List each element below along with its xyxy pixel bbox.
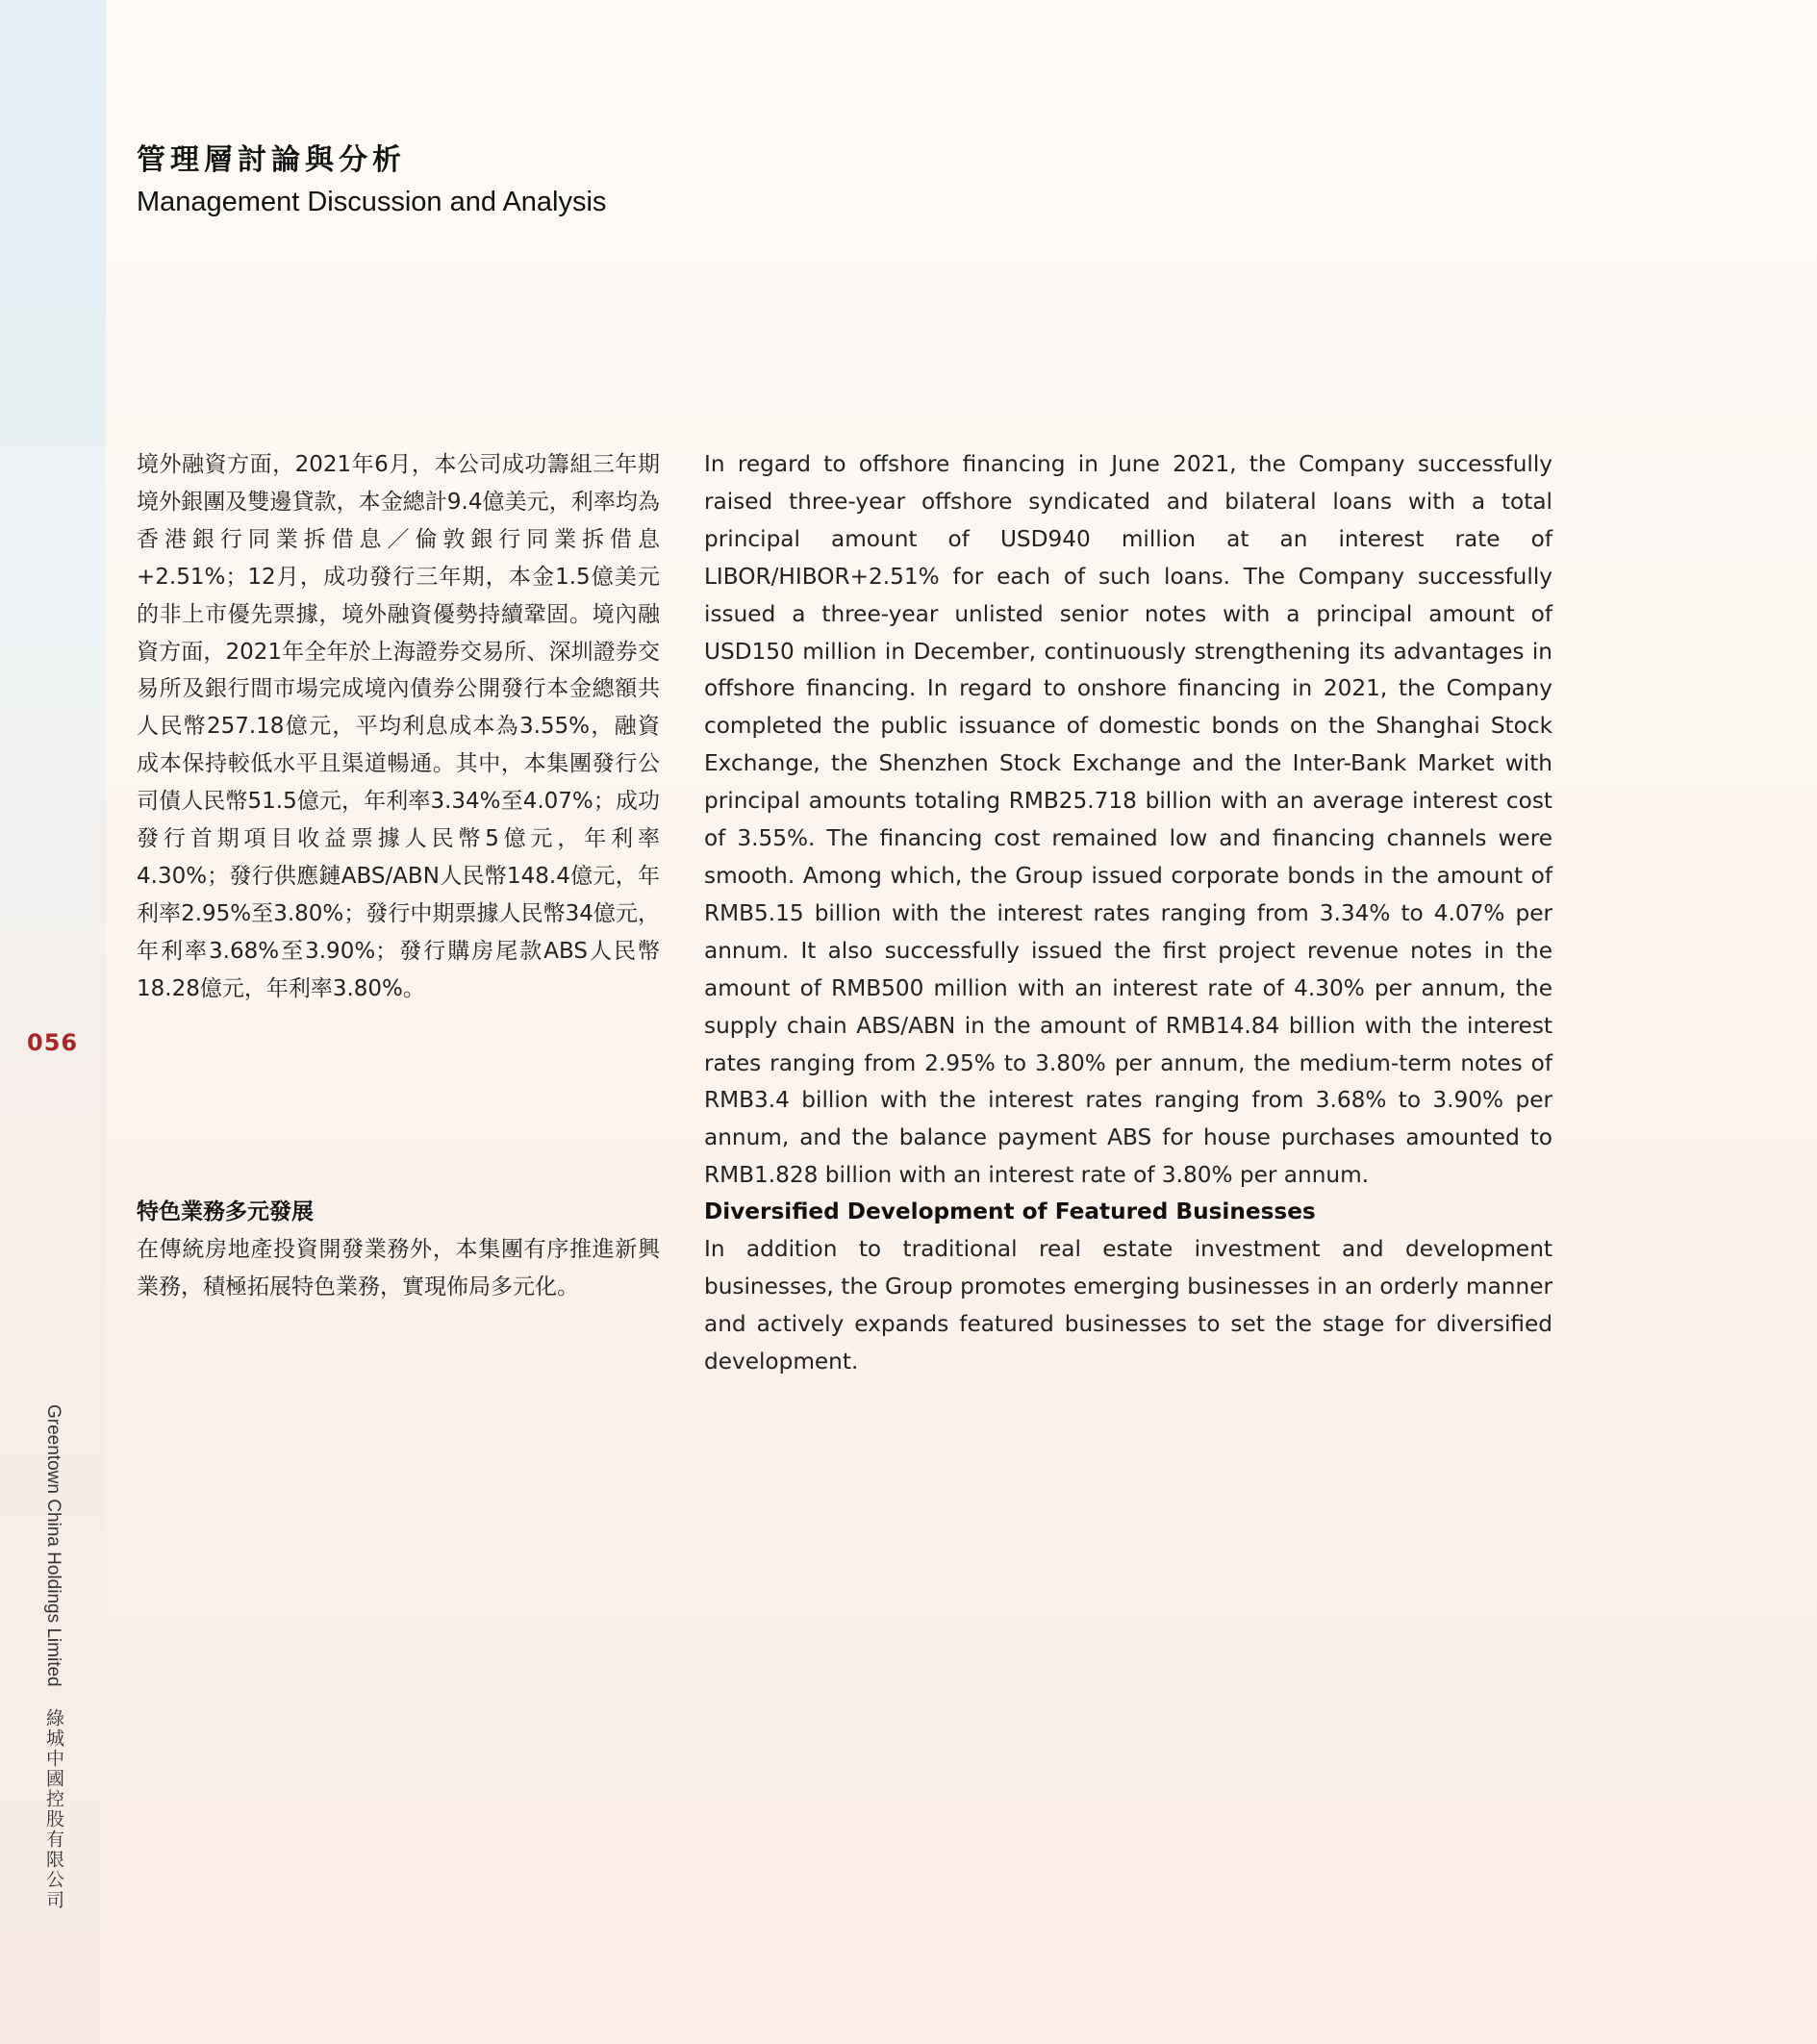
financing-paragraph-en: In regard to offshore financing in June 2021, the Company successfully raised three-year offshore syndicated and bilateral loans with a total principal amount of USD940 million at an interest rate of LIBOR/HIBOR+2.51% for each of such loans. The Company successfully issued a three-year unlisted senior notes with a principal amount of USD150 million in December, continuously strengthening its advantages in offshore financing. In regard to onshore financing in 2021, the Company completed the public issuance of domestic bonds on the Shanghai Stock Exchange, the Shenzhen Stock Exchange and the Inter-Bank Market with principal amounts totaling RMB25.718 billion with an average interest cost of 3.55%. The financing cost remained low and financing channels were smooth. Among which, the Group issued corporate bonds in the amount of RMB5.15 billion with the interest rates ranging from 3.34% to 4.07% per annum. It also successfully issued the first project revenue notes in the amount of RMB500 million with an interest rate of 4.30% per annum, the supply chain ABS/ABN in the amount of RMB14.84 billion with the interest rates ranging from 2.95% to 3.80% per annum, the medium-term notes of RMB3.4 billion with the interest rates ranging from 3.68% to 3.90% per annum, and the balance payment ABS for house purchases amounted to RMB1.828 billion with an interest rate of 3.80% per annum. (704, 451, 1552, 1189)
page-header (137, 139, 606, 220)
featured-section-zh (137, 1194, 660, 1306)
featured-title-zh: 特色業務多元發展 (137, 1199, 314, 1224)
financing-section-zh (137, 446, 660, 1008)
page-title-en: Management Discussion and Analysis (137, 187, 607, 217)
financing-section-en (704, 446, 1552, 1195)
featured-paragraph-zh: 在傳統房地產投資開發業務外，本集團有序推進新興業務，積極拓展特色業務，實現佈局多元化。 (137, 1236, 660, 1300)
company-name-en: Greentown China Holdings Limited (43, 1404, 63, 1687)
featured-section-en (704, 1194, 1552, 1381)
company-name-vertical (40, 1404, 66, 1910)
featured-paragraph-en: In addition to traditional real estate investment and development businesses, the Group promotes emerging businesses in an orderly manner and actively expands featured businesses to set the stage for diversified development. (704, 1235, 1552, 1375)
featured-title-en: Diversified Development of Featured Businesses (704, 1199, 1316, 1224)
page-number: 056 (27, 1029, 79, 1056)
page-title-zh: 管理層討論與分析 (137, 143, 406, 177)
company-name-zh: 綠城中國控股有限公司 (43, 1707, 63, 1910)
financing-paragraph-zh: 境外融資方面，2021年6月，本公司成功籌組三年期境外銀團及雙邊貸款，本金總計9.4億美元，利率均為香港銀行同業拆借息／倫敦銀行同業拆借息+2.51%；12月，成功發行三年期，本金1.5億美元的非上市優先票據，境外融資優勢持續鞏固。境內融資方面，2021年全年於上海證券交易所、深圳證券交易所及銀行間市場完成境內債券公開發行本金總額共人民幣257.18億元，平均利息成本為3.55%，融資成本保持較低水平且渠道暢通。其中，本集團發行公司債人民幣51.5億元，年利率3.34%至4.07%；成功發行首期項目收益票據人民幣5億元，年利率4.30%；發行供應鏈ABS/ABN人民幣148.4億元，年利率2.95%至3.80%；發行中期票據人民幣34億元，年利率3.68%至3.90%；發行購房尾款ABS人民幣18.28億元，年利率3.80%。 (137, 452, 660, 1001)
